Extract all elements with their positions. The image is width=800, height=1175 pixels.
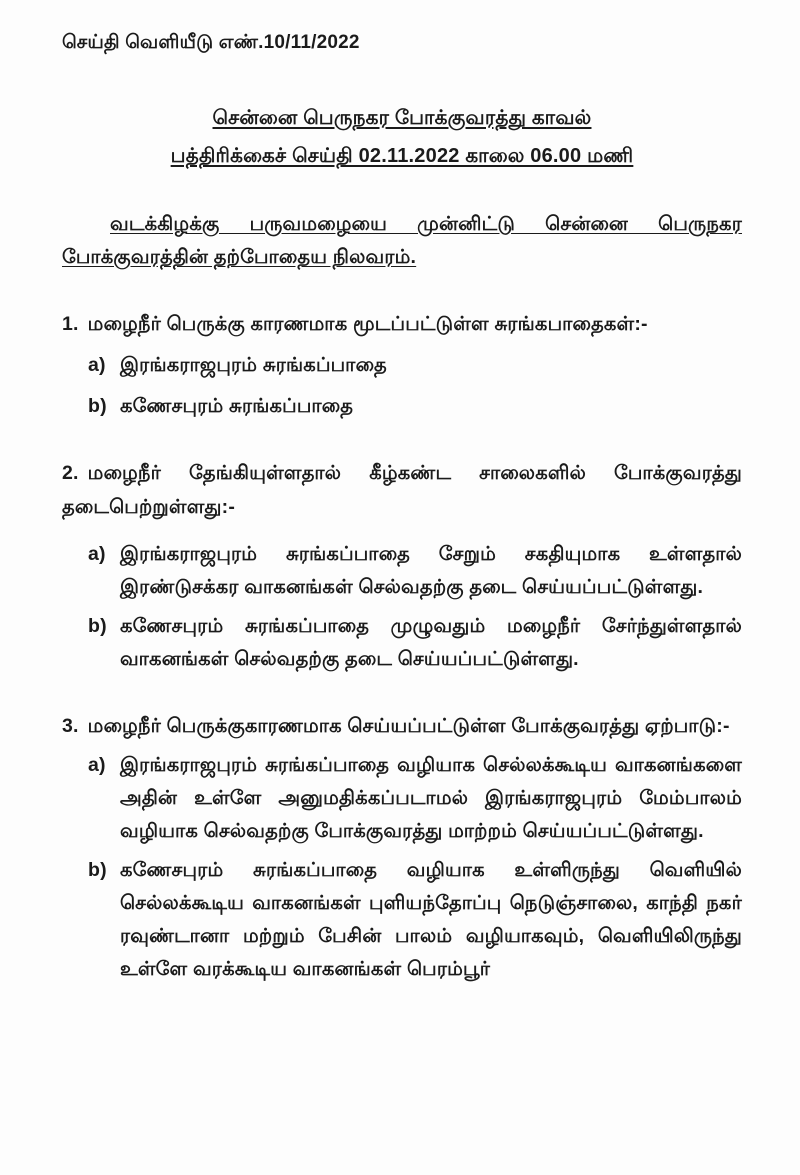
section-heading-row xyxy=(62,709,742,743)
list-item-text: கணேசபுரம் சுரங்கப்பாதை முழுவதும் மழைநீர் சேர்ந்துள்ளதால் வாகனங்கள் செல்வதற்கு தடை செய்யப்பட்டுள்ளது. xyxy=(120,615,742,670)
section-heading: மழைநீர் தேங்கியுள்ளதால் கீழ்கண்ட சாலைகளில் போக்குவரத்து தடைபெற்றுள்ளது:- xyxy=(62,462,742,518)
list-item-label: a) xyxy=(88,354,106,376)
list-item xyxy=(62,538,742,604)
list-item-text: இரங்கராஜபுரம் சுரங்கப்பாதை வழியாக செல்லக்கூடிய வாகனங்களை அதின் உள்ளே அனுமதிக்கப்படாமல் இரங்கராஜபுரம் மேம்பாலம் வழியாக செல்வதற்கு போக்குவரத்து மாற்றம் செய்யப்பட்டுள்ளது. xyxy=(120,754,742,842)
list-item xyxy=(62,610,742,676)
list-item-label: b) xyxy=(88,859,107,881)
list-item xyxy=(62,749,742,848)
section-number: 1. xyxy=(62,313,79,335)
list-item-text: இரங்கராஜபுரம் சுரங்கப்பாதை சேறும் சகதியுமாக உள்ளதால் இரண்டுசக்கர வாகனங்கள் செல்வதற்கு தடை செய்யப்பட்டுள்ளது. xyxy=(120,543,742,598)
section-items xyxy=(62,749,742,986)
list-item xyxy=(62,349,742,382)
list-item xyxy=(62,390,742,423)
list-item-text: கணேசபுரம் சுரங்கப்பாதை வழியாக உள்ளிருந்து வெளியில் செல்லக்கூடிய வாகனங்கள் புளியந்தோப்பு நெடுஞ்சாலை, காந்தி நகர் ரவுண்டானா மற்றும் பேசின் பாலம் வழியாகவும், வெளியிலிருந்து உள்ளே வரக்கூடிய வாகனங்கள் பெரம்பூர் xyxy=(120,859,742,980)
list-item-label: a) xyxy=(88,543,106,565)
section-heading-row xyxy=(62,307,742,341)
title-line-1: சென்னை பெருநகர போக்குவரத்து காவல் xyxy=(212,107,592,129)
section-closed-subways xyxy=(62,307,742,423)
section-heading: மழைநீர் பெருக்குகாரணமாக செய்யப்பட்டுள்ள போக்குவரத்து ஏற்பாடு:- xyxy=(87,715,730,737)
title-line-2: பத்திரிக்கைச் செய்தி 02.11.2022 காலை 06.00 மணி xyxy=(170,145,634,167)
section-blocked-roads xyxy=(62,456,742,676)
intro-text: வடக்கிழக்கு பருவமழையை முன்னிட்டு சென்னை பெருநகர போக்குவரத்தின் தற்போதைய நிலவரம். xyxy=(62,213,742,268)
section-number: 2. xyxy=(62,462,79,484)
intro-paragraph xyxy=(62,208,742,274)
section-heading: மழைநீர் பெருக்கு காரணமாக மூடப்பட்டுள்ள சுரங்கபாதைகள்:- xyxy=(87,313,648,335)
list-item-label: b) xyxy=(88,395,107,417)
document-title xyxy=(62,99,742,175)
section-number: 3. xyxy=(62,715,79,737)
list-item-label: b) xyxy=(88,615,107,637)
section-items xyxy=(62,349,742,423)
list-item-text: இரங்கராஜபுரம் சுரங்கப்பாதை xyxy=(120,354,387,376)
section-items xyxy=(62,538,742,676)
section-heading-row xyxy=(62,456,742,524)
list-item-label: a) xyxy=(88,754,106,776)
section-traffic-diversions xyxy=(62,709,742,986)
list-item-text: கணேசபுரம் சுரங்கப்பாதை xyxy=(120,395,354,417)
list-item xyxy=(62,854,742,986)
release-number: செய்தி வெளியீடு எண்.10/11/2022 xyxy=(62,32,360,53)
